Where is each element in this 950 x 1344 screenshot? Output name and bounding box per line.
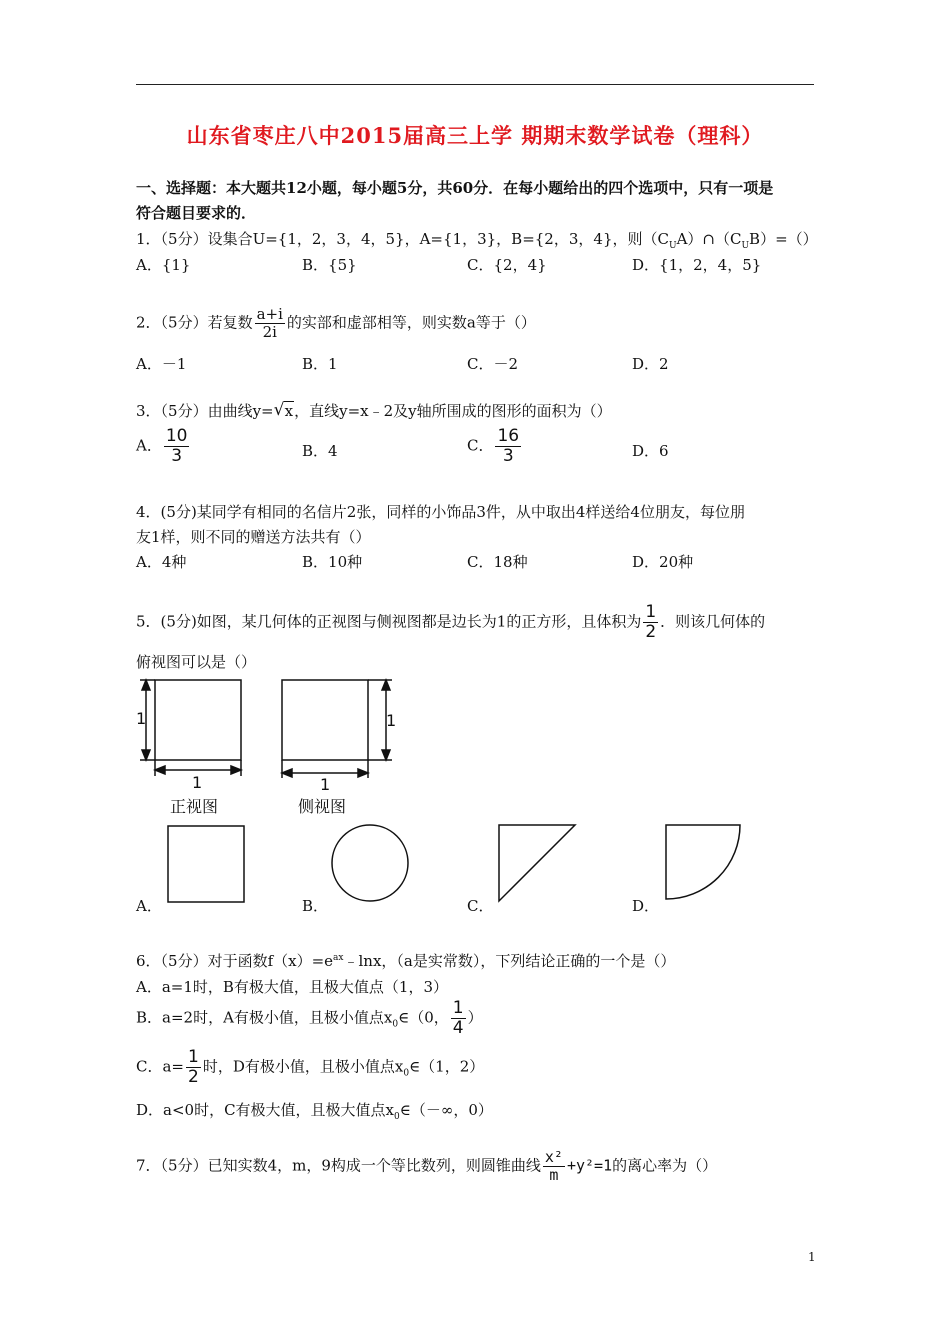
q1-option-d[interactable]: D．{1，2，4，5} bbox=[632, 256, 762, 274]
q7-stem: 7．（5分）已知实数4，m，9构成一个等比数列，则圆锥曲线 $\frac{\text{x²}}{m}$ +y²=1的离心率为（） bbox=[136, 1148, 718, 1184]
q6-stem: 6．（5分）对于函数$f(x)=e^{ax}﹣\ln x$，（a是实常数），下列结论正确的一个是（） bbox=[136, 952, 676, 970]
q1-option-a[interactable]: A．{1} bbox=[136, 256, 191, 274]
q1-option-b[interactable]: B．{5} bbox=[302, 256, 357, 274]
page-title: 山东省枣庄八中2015届高三上学 期期末数学试卷（理科） bbox=[186, 123, 764, 148]
option-d-quarter-circle bbox=[666, 825, 740, 899]
front-dim-width: 1 bbox=[192, 773, 203, 792]
q5-stem-line1: 5．(5分)如图，某几何体的正视图与侧视图都是边长为1的正方形，且体积为 $\frac{1}{2}$ ．则该几何体的 bbox=[136, 602, 766, 642]
q4-option-d[interactable]: D．20种 bbox=[632, 553, 694, 571]
q5-option-c[interactable]: C． bbox=[467, 897, 494, 915]
q2-option-b[interactable]: B．1 bbox=[302, 355, 338, 373]
q3-option-c[interactable]: C． $\frac{16}{3}$ bbox=[467, 426, 520, 466]
q2-option-a[interactable]: A．－1 bbox=[136, 355, 187, 373]
q1-option-c[interactable]: C．{2，4} bbox=[467, 256, 547, 274]
q2-option-c[interactable]: C．－2 bbox=[467, 355, 519, 373]
q5-option-a[interactable]: A． bbox=[136, 897, 162, 915]
option-c-triangle bbox=[499, 825, 575, 901]
front-dim-height: 1 bbox=[136, 709, 147, 728]
q1-stem: 1．（5分）设集合U={1，2，3，4，5}，A={1，3}，B={2，3，4}，则$(C_UA)\cap(C_UB)=()$ bbox=[136, 230, 818, 251]
q3-option-b[interactable]: B．4 bbox=[302, 442, 338, 460]
q3-option-d[interactable]: D．6 bbox=[632, 442, 669, 460]
q4-option-c[interactable]: C．18种 bbox=[467, 553, 528, 571]
q5-figures bbox=[130, 668, 770, 928]
q6-option-b[interactable]: B．a=2时，A有极小值，且极小值点$x_0\in(0$， $\frac{1}{4}$ ） bbox=[136, 998, 483, 1038]
q6-option-a[interactable]: A．a=1时，B有极大值，且极大值点（1，3） bbox=[136, 978, 448, 996]
side-view-diagram bbox=[282, 680, 392, 778]
section-heading-line2: 符合题目要求的． bbox=[136, 204, 257, 222]
q5-stem-line2: 俯视图可以是（） bbox=[136, 653, 257, 671]
q5-option-d[interactable]: D． bbox=[632, 897, 660, 915]
front-view-diagram bbox=[140, 680, 241, 776]
option-b-circle bbox=[332, 825, 408, 901]
q6-option-c[interactable]: C．a= $\frac{1}{2}$ 时，D有极小值，且极小值点$x_0\in(1$，2） bbox=[136, 1047, 485, 1087]
side-dim-width: 1 bbox=[320, 775, 331, 794]
page-number: 1 bbox=[808, 1250, 816, 1264]
option-a-square bbox=[168, 826, 244, 902]
q3-stem: 3．（5分）由曲线y= √ x，直线y=x﹣2及y轴所围成的图形的面积为（） bbox=[136, 400, 612, 420]
q6-option-d[interactable]: D．a<0时，C有极大值，且极大值点$x_0\in(-\infty$，0） bbox=[136, 1101, 493, 1122]
q2-option-d[interactable]: D．2 bbox=[632, 355, 669, 373]
top-rule bbox=[136, 84, 814, 85]
q4-option-a[interactable]: A．4种 bbox=[136, 553, 187, 571]
sqrt-symbol: √ x bbox=[273, 400, 294, 420]
q4-stem-line1: 4．(5分)某同学有相同的名信片2张，同样的小饰品3件，从中取出4样送给4位朋友，每位朋 bbox=[136, 503, 745, 521]
q5-option-b[interactable]: B． bbox=[302, 897, 329, 915]
side-dim-height: 1 bbox=[386, 711, 397, 730]
side-view-label: 侧视图 bbox=[298, 797, 347, 816]
front-view-label: 正视图 bbox=[170, 797, 219, 816]
q4-stem-line2: 友1样，则不同的赠送方法共有（） bbox=[136, 528, 371, 546]
q4-option-b[interactable]: B．10种 bbox=[302, 553, 363, 571]
q2-stem: 2．（5分）若复数 $\frac{a+i}{2i}$ 的实部和虚部相等，则实数a等于（） bbox=[136, 305, 536, 341]
q2-fraction: $\frac{a+i}{2i}$ bbox=[256, 305, 283, 341]
q3-option-a[interactable]: A． $\frac{10}{3}$ bbox=[136, 426, 188, 466]
section-heading-line1: 一、选择题：本大题共12小题，每小题5分，共60分．在每小题给出的四个选项中，只有一项是 bbox=[136, 179, 774, 197]
